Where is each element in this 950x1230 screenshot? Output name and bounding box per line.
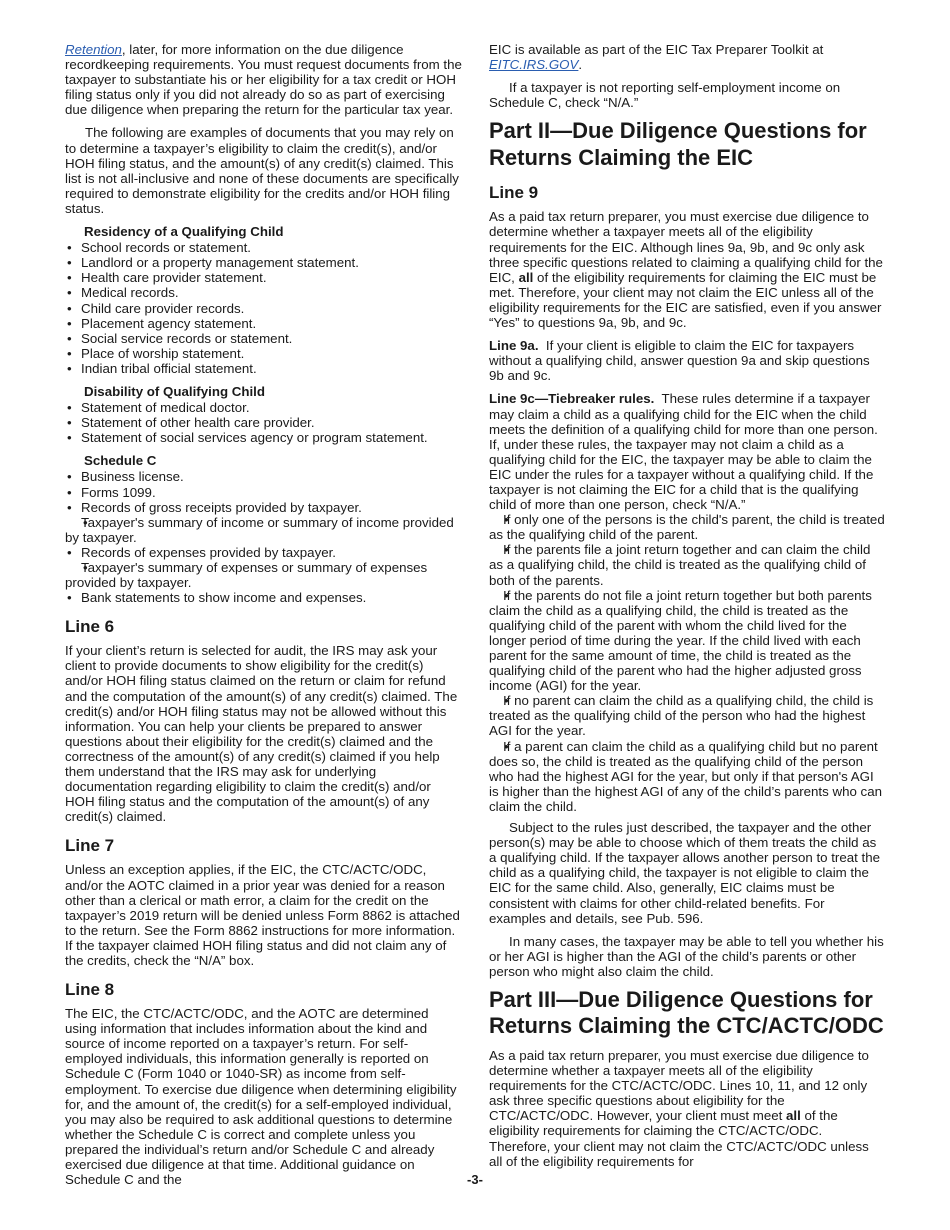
part-3-text-a: As a paid tax return preparer, you must exercise due diligence to determine whether a taxpayer meets all of the eligibility requirements for the CTC/ACTC/ODC. Lines 10, 11, and 12 only ask three specific questions about eligibility for the CTC/ACTC/ODC. However, your client must meet [489,1047,869,1124]
list-item: • Bank statements to show income and expenses. [65,590,462,605]
list-item: • Statement of social services agency or program statement. [65,430,462,445]
line-8-heading: Line 8 [65,980,115,1000]
line-6-text: If your client’s return is selected for audit, the IRS may ask your client to provide documents to show eligibility for the credit(s) and/or HOH filing status claimed on the return or claim for refund and the computation of the amount(s) of any credit(s) claimed. The credit(s) and/or HOH filing status may not be allowed without this information. You can help your clients be prepared to answer questions about their eligibility for the credit(s) claimed and the correctness of the amount(s) of any credit(s) claimed if you help them understand that the IRS may ask for underlying documentation regarding eligibility to claim the credit(s) and/or HOH filing status and the computation of the amount(s) of any credit(s) claimed. [65,643,458,825]
part-2-heading: Part II—Due Diligence Questions for Returns Claiming the EIC [489,118,867,170]
line-6-heading: Line 6 [65,617,115,637]
disability-heading: Disability of Qualifying Child [84,383,265,399]
list-item: • Indian tribal official statement. [65,361,462,376]
line-9-emphasis: all [518,269,534,285]
list-item: • Medical records. [65,285,462,300]
list-item: • Health care provider statement. [65,270,462,285]
list-item: • Statement of medical doctor. [65,400,462,415]
examples-paragraph: The following are examples of documents that you may rely on to determine a taxpayer’s eligibility to claim the credit(s), and/or HOH filing status, and the amount(s) of any credit(s) claimed. This list is not all-inclusive and none of these documents are specifically required to demonstrate eligibility for the credits and/or HOH filing status. [65,125,459,216]
line-9c-text: These rules determine if a taxpayer may claim a child as a qualifying child for the EIC when the child meets the definition of a qualifying child for more than one person. If, under these rules, the taxpayer may not claim a child as a qualifying child for the EIC, the taxpayer may be able to claim the EIC under the rules for a taxpayer without a qualifying child. If the taxpayer is not claiming the EIC for a child that is the qualifying child of more than one person, check “N/A.” [489,391,878,513]
residency-heading: Residency of a Qualifying Child [84,224,284,240]
line-7-text: Unless an exception applies, if the EIC, the CTC/ACTC/ODC, and/or the AOTC claimed in a prior year was denied for a reason other than a clerical or math error, a claim for the credit on the taxpayer’s 2019 return will be denied unless Form 8862 is attached to the return. See the Form 8862 instructions for more information. If the taxpayer claimed HOH filing status and did not claim any of the credits, check the “N/A” box. [65,862,460,968]
toolkit-period: . [578,57,583,73]
list-item: • Forms 1099. [65,485,462,500]
residency-list [65,240,462,376]
line-9c-paragraph [489,391,885,512]
part-3-heading: Part III—Due Diligence Questions for Returns Claiming the CTC/ACTC/ODC [489,986,884,1039]
list-item: • If no parent can claim the child as a qualifying child, the child is treated as the qualifying child of the person who had the highest AGI for the year. [489,693,885,738]
list-item: • Business license. [65,469,462,484]
line-9-text-b: of the eligibility requirements for claiming the EIC must be met. Therefore, your client may not claim the EIC unless all of the eligibility requirements for the EIC are satisfied, even if you answer “Yes” to questions 9a, 9b, and 9c. [489,269,882,331]
line-7-heading: Line 7 [65,836,115,856]
line-9c-label: Line 9c—Tiebreaker rules. [489,391,655,407]
line-9a-paragraph [489,338,885,383]
page-number: -3- [467,1172,483,1187]
list-item: • Place of worship statement. [65,346,462,361]
tiebreaker-list [489,512,885,814]
list-item: • If only one of the persons is the child's parent, the child is treated as the qualifying child of the parent. [489,512,885,542]
list-item: • Records of gross receipts provided by taxpayer. [65,500,462,515]
list-item: • Records of expenses provided by taxpayer. [65,545,462,560]
line-8-text: The EIC, the CTC/ACTC/ODC, and the AOTC are determined using information that includes information about the kind and source of income reported on a taxpayer’s return. For self-employed individuals, this information generally is reported on Schedule C (Form 1040 or 1040-SR) as income from self-employment. To exercise due diligence when determining eligibility for, and the amount of, the credit(s) for a self-employed individual, you may also be required to ask additional questions to determine whether the Schedule C is correct and complete unless you prepared the individual’s return and/or Schedule C and already exercised due diligence at that time. Additional guidance on Schedule C and the [65,1006,457,1188]
toolkit-paragraph [489,42,885,72]
list-item: • Child care provider records. [65,301,462,316]
eitc-irs-gov-link[interactable]: EITC.IRS.GOV [489,57,579,73]
schedule-c-heading: Schedule C [84,453,157,469]
right-column [489,42,885,1177]
list-item: • Taxpayer's summary of expenses or summary of expenses provided by taxpayer. [65,560,462,590]
line-9-heading: Line 9 [489,183,539,203]
left-column [65,42,462,1195]
toolkit-text: EIC is available as part of the EIC Tax Preparer Toolkit at [489,42,824,57]
line-9-text [489,209,885,330]
list-item: • If the parents file a joint return together and can claim the child as a qualifying child, the child is treated as the qualifying child of both of the parents. [489,542,885,587]
line-9-text-a: As a paid tax return preparer, you must exercise due diligence to determine whether a taxpayer meets all of the eligibility requirements for the EIC. Although lines 9a, 9b, and 9c only ask three specific questions related to claiming a qualifying child for the EIC, [489,209,883,285]
retention-link[interactable]: Retention [65,42,122,57]
subject-paragraph: Subject to the rules just described, the taxpayer and the other person(s) may be able to choose which of them treats the child as a qualifying child. If the taxpayer allows another person to treat the child as a qualifying child, the taxpayer is not eligible to claim the EIC for the same child. Also, generally, EIC claims must be consistent with claims for other child-related benefits. For examples and details, see Pub. 596. [489,820,881,926]
list-item: • Placement agency statement. [65,316,462,331]
list-item: • School records or statement. [65,240,462,255]
list-item: • Statement of other health care provider. [65,415,462,430]
part-3-text [489,1048,885,1169]
list-item: • If the parents do not file a joint return together but both parents claim the child as a qualifying child, the child is treated as the qualifying child of the parent with whom the child lived for the longer period of time during the year. If the child lived with each parent for the same amount of time, the child is treated as the qualifying child of the parent who had the higher adjusted gross income (AGI) for the year. [489,588,885,694]
line-9a-label: Line 9a. [489,338,539,354]
part-3-emphasis: all [786,1108,801,1124]
line-9a-text: If your client is eligible to claim the EIC for taxpayers without a qualifying child, answer question 9a and skip questions 9b and 9c. [489,338,870,384]
list-item: • Social service records or statement. [65,331,462,346]
intro-paragraph [65,42,462,117]
intro-text: , later, for more information on the due diligence recordkeeping requirements. You must request documents from the taxpayer to substantiate his or her eligibility for a tax credit or HOH filing status only if you did not already do so as part of exercising due diligence when preparing the return for the particular tax year. [65,42,462,118]
na-note: If a taxpayer is not reporting self-employment income on Schedule C, check “N/A.” [489,80,841,111]
many-cases-paragraph: In many cases, the taxpayer may be able to tell you whether his or her AGI is higher than the AGI of the child’s parents or other person who might also claim the child. [489,933,884,979]
disability-list [65,400,462,445]
part-3-text-b: of the eligibility requirements for claiming the CTC/ACTC/ODC. Therefore, your client may not claim the CTC/ACTC/ODC unless all of the eligibility requirements for [489,1108,869,1169]
list-item: • Landlord or a property management statement. [65,255,462,270]
schedule-c-list [65,469,462,605]
list-item: • Taxpayer's summary of income or summary of income provided by taxpayer. [65,515,462,545]
list-item: • If a parent can claim the child as a qualifying child but no parent does so, the child is treated as the qualifying child of the person who had the highest AGI for the year, but only if that person's AGI is higher than the highest AGI of any of the child’s parents who can claim the child. [489,739,885,814]
